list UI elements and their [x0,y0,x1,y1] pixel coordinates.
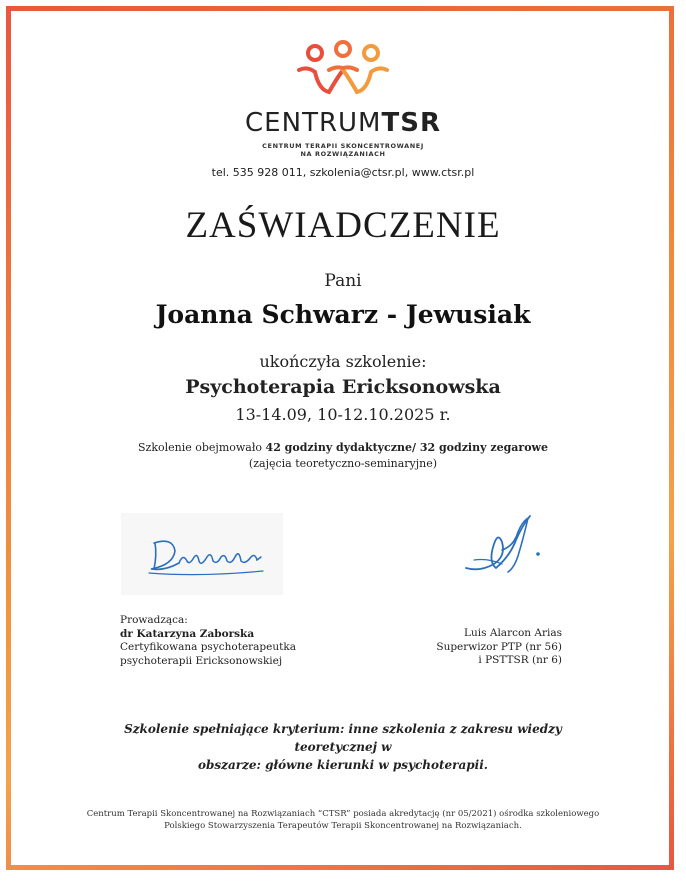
signature-alarcon [458,512,550,578]
brand-wordmark: CENTRUMTSR [245,108,441,138]
three-people-logo-icon [295,40,391,100]
signatory-title: i PSTTSR (nr 6) [478,654,562,666]
course-dates: 13-14.09, 10-12.10.2025 r. [235,405,451,424]
signatory-right [372,627,562,668]
recipient-name: Joanna Schwarz - Jewusiak [155,300,531,329]
brand-subtitle: CENTRUM TERAPII SKONCENTROWANEJ NA ROZWIĄZANIACH [262,142,424,158]
signatory-name: dr Katarzyna Zaborska [120,627,255,640]
contact-info: tel. 535 928 011, szkolenia@ctsr.pl, www.ctsr.pl [211,166,475,179]
course-hours-note: (zajęcia teoretyczno-seminaryjne) [248,457,438,470]
course-hours: Szkolenie obejmowało 42 godziny dydaktyczne/ 32 godziny zegarowe [137,441,548,454]
signatory-left [120,614,360,668]
logo [0,40,686,100]
completed-label: ukończyła szkolenie: [259,352,427,371]
signature-zaborska [121,513,283,595]
certificate-title: ZAŚWIADCZENIE [185,205,501,246]
signatory-title: Superwizor PTP (nr 56) [436,640,562,653]
signatory-role: Prowadząca: [120,614,188,626]
signatory-name: Luis Alarcon Arias [464,627,562,639]
course-name: Psychoterapia Ericksonowska [185,376,501,398]
signatory-title: Certyfikowana psychoterapeutka [120,641,296,653]
signatory-title: psychoterapii Ericksonowskiej [120,654,283,667]
salutation: Pani [324,271,362,291]
accreditation-footer: Centrum Terapii Skoncentrowanej na Rozwiązaniach “CTSR” posiada akredytację (nr 05/2021) ośrodka szkoleniowego Polskiego Stowarzyszenia Terapeutów Terapii Skoncentrowanej na Rozwiązaniach. [86,809,600,831]
criterion-statement: Szkolenie spełniające kryterium: inne szkolenia z zakresu wiedzy teoretycznej w obszarze: główne kierunki w psychoterapii. [124,722,562,772]
